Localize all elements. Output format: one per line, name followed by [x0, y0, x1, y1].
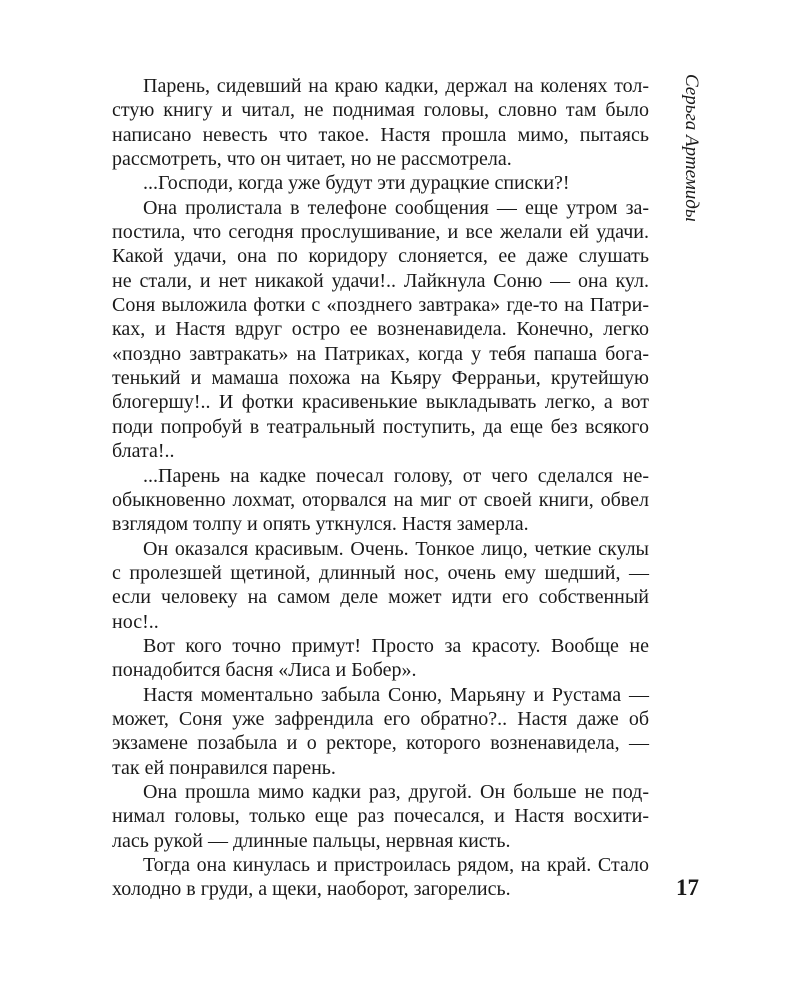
text-line: Настя моментально забыла Соню, Марьяну и Рустама — — [143, 683, 649, 706]
text-line: может, Соня уже зафрендила его обратно?.. Настя даже об — [112, 707, 649, 730]
text-line: не стали, и нет никакой удачи!.. Лайкнула Соню — она кул. — [112, 269, 649, 292]
text-line: лась рукой — длинные пальцы, нервная кисть. — [112, 829, 511, 852]
text-line: «поздно завтракать» на Патриках, когда у тебя папаша бога- — [112, 342, 649, 365]
text-line: нимал головы, только еще раз почесался, и Настя восхити- — [112, 805, 649, 828]
text-line: стую книгу и читал, не поднимая головы, словно там было — [112, 99, 649, 122]
text-line: поди попробуй в театральный поступить, да еще без всякого — [112, 415, 649, 438]
text-line: Соня выложила фотки с «позднего завтрака» где-то на Патри- — [112, 294, 649, 317]
body-text — [112, 74, 649, 902]
text-line: Тогда она кинулась и пристроилась рядом, на край. Стало — [143, 854, 649, 876]
text-line: Вот кого точно примут! Просто за красоту. Вообще не — [143, 634, 649, 657]
text-line: Она прошла мимо кадки раз, другой. Он больше не под- — [143, 780, 649, 803]
text-line: Какой удачи, она по коридору слоняется, ее даже слушать — [112, 245, 649, 268]
text-line: если человеку на самом деле может идти его собственный — [112, 586, 649, 609]
text-line: блогершу!.. И фотки красивенькие выкладывать легко, а вот — [112, 391, 649, 414]
running-head: Серьга Артемиды — [681, 74, 702, 222]
text-line: с пролезшей щетиной, длинный нос, очень ему шедший, — — [112, 561, 649, 584]
text-line: так ей понравился парень. — [112, 756, 336, 779]
text-line: ...Господи, когда уже будут эти дурацкие списки?! — [143, 172, 570, 195]
text-line: экзамене позабыла и о ректоре, которого возненавидела, — — [112, 732, 649, 755]
text-line: тенький и мамаша похожа на Кьяру Ферраньи, крутейшую — [112, 367, 649, 390]
text-line: обыкновенно лохмат, оторвался на миг от своей книги, обвел — [112, 488, 649, 511]
text-line: блата!.. — [112, 440, 175, 463]
text-line: написано невесть что такое. Настя прошла мимо, пытаясь — [112, 123, 649, 146]
text-line: Он оказался красивым. Очень. Тонкое лицо, четкие скулы — [143, 537, 649, 560]
text-line: ках, и Настя вдруг остро ее возненавидела. Конечно, легко — [112, 318, 649, 341]
page-number: 17 — [676, 875, 699, 900]
text-line: Парень, сидевший на краю кадки, держал на коленях тол- — [143, 75, 649, 97]
text-line: Она пролистала в телефоне сообщения — еще утром за- — [143, 196, 649, 219]
text-line: понадобится басня «Лиса и Бобер». — [112, 659, 417, 682]
text-line: холодно в груди, а щеки, наоборот, загорелись. — [112, 878, 511, 901]
text-line: нос!.. — [112, 610, 159, 633]
text-line: ...Парень на кадке почесал голову, от чего сделался не- — [143, 464, 649, 487]
text-line: взглядом толпу и опять уткнулся. Настя замерла. — [112, 513, 529, 536]
text-line: рассмотреть, что он читает, но не рассмотрела. — [112, 148, 512, 171]
text-line: постила, что сегодня прослушивание, и все желали ей удачи. — [112, 221, 649, 244]
